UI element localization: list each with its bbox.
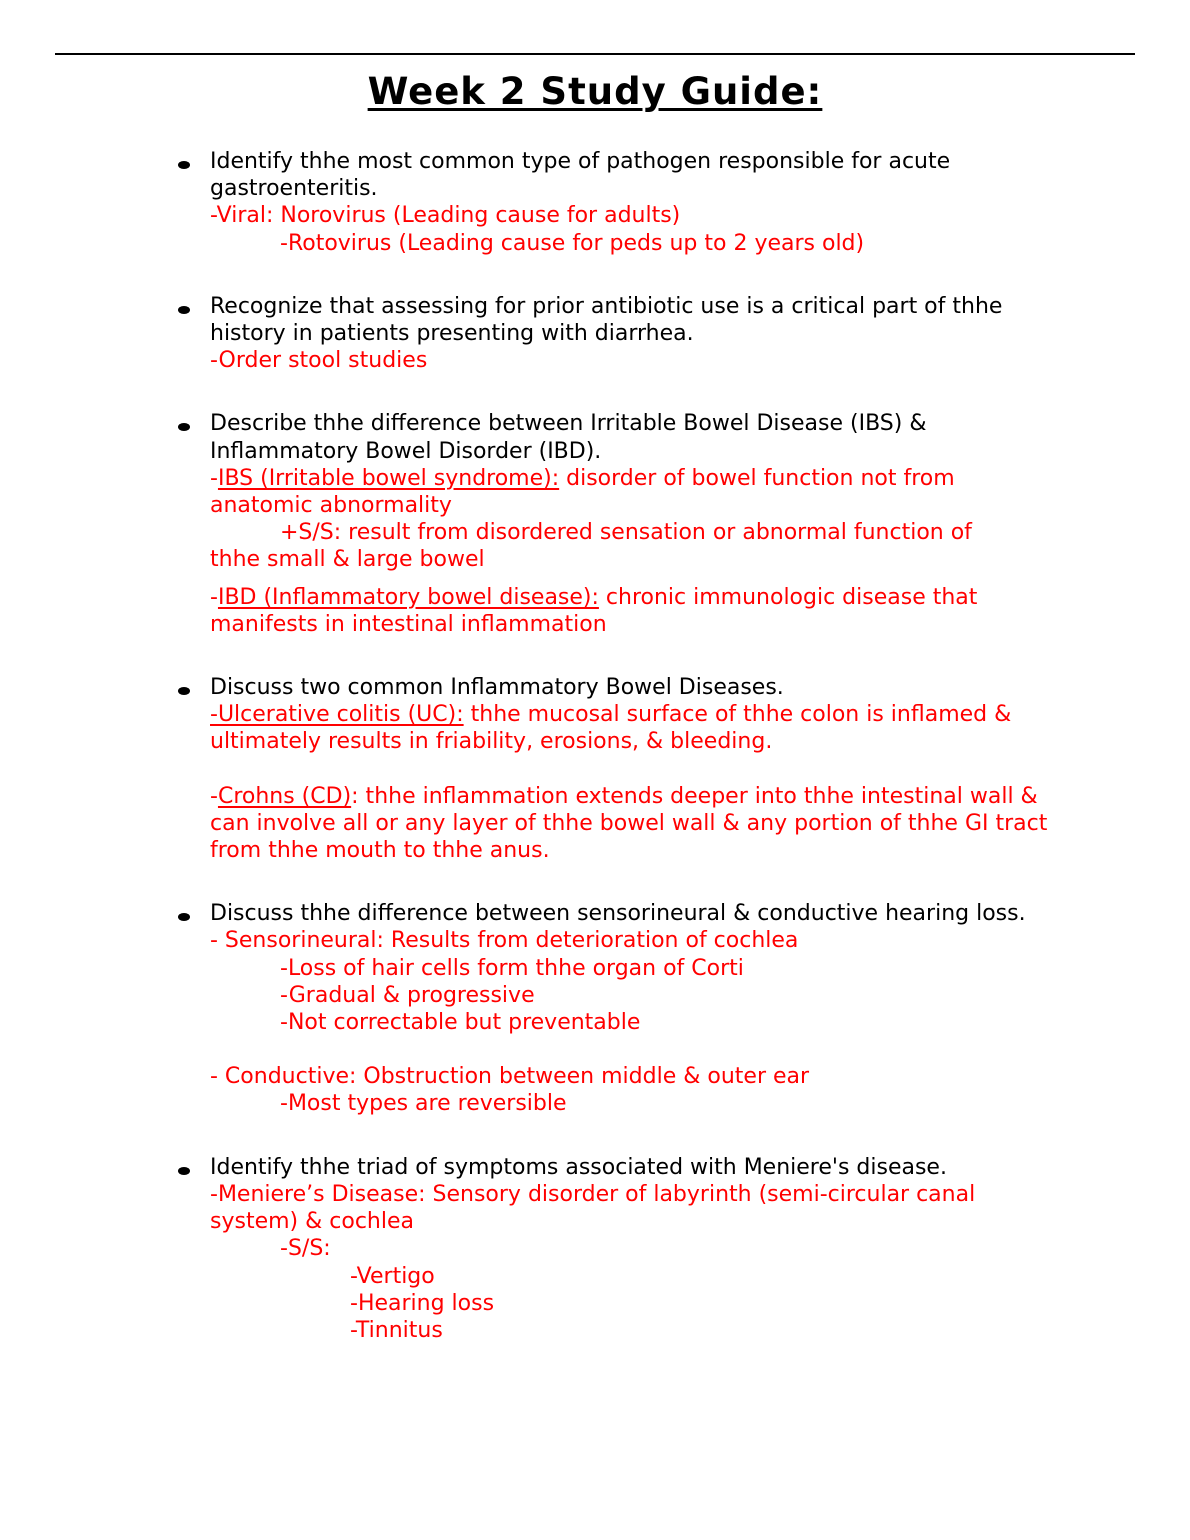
bullet-icon <box>178 423 190 431</box>
section-menieres <box>175 1154 1055 1344</box>
question: Recognize that assessing for prior antibiotic use is a critical part of thhe history in patients presenting with diarrhea. <box>210 293 1003 347</box>
section-antibiotic-history <box>175 293 1055 375</box>
answer-line: -Meniere’s Disease: Sensory disorder of labyrinth (semi-circular canal system) & cochlea <box>210 1181 976 1235</box>
cd-dash: - <box>210 783 218 809</box>
section-hearing-loss <box>175 900 1055 1117</box>
ibs-term: IBS (Irritable bowel syndrome): <box>217 465 560 491</box>
ibs-symptoms: +S/S: result from disordered sensation or abnormal function of <box>280 520 972 546</box>
ibd-term: IBD (Inflammatory bowel disease): <box>217 584 599 610</box>
bullet-icon <box>178 306 190 314</box>
uc-term: -Ulcerative colitis (UC): <box>210 702 464 728</box>
answer-subline: -Gradual & progressive <box>280 982 535 1008</box>
answer-subline: -Not correctable but preventable <box>280 1010 641 1036</box>
answer-line: -Order stool studies <box>210 348 428 374</box>
study-guide-sections <box>175 148 1055 1380</box>
section-gastroenteritis <box>175 148 1055 257</box>
answer-subline: -Rotovirus (Leading cause for peds up to 2 years old) <box>280 230 865 256</box>
question: Discuss thhe difference between sensorineural & conductive hearing loss. <box>210 901 1026 927</box>
cd-term: Crohns (CD) <box>217 783 352 809</box>
answer-line: - Conductive: Obstruction between middle & outer ear <box>210 1064 810 1090</box>
answer-line: -Viral: Norovirus (Leading cause for adults) <box>210 203 681 229</box>
answer-subline: -S/S: <box>280 1236 331 1262</box>
bullet-icon <box>178 161 190 169</box>
bullet-icon <box>178 913 190 921</box>
answer-subline: -Tinnitus <box>350 1317 443 1343</box>
ibs-def: disorder of bowel function not from anatomic abnormality <box>210 465 955 519</box>
ibs-symptoms-cont: thhe small & large bowel <box>210 547 485 573</box>
answer-subline: -Loss of hair cells form thhe organ of Corti <box>280 955 744 981</box>
question: Discuss two common Inflammatory Bowel Diseases. <box>210 675 784 701</box>
answer-line: - Sensorineural: Results from deterioration of cochlea <box>210 928 799 954</box>
ibd-definition <box>210 584 1055 638</box>
section-ibs-vs-ibd <box>175 410 1055 638</box>
ibs-definition <box>210 465 1055 519</box>
question: Describe thhe difference between Irritable Bowel Disease (IBS) & Inflammatory Bowel Disorder (IBD). <box>210 411 927 464</box>
question: Identify thhe triad of symptoms associated with Meniere's disease. <box>210 1154 947 1180</box>
bullet-icon <box>178 1167 190 1175</box>
question: Identify thhe most common type of pathogen responsible for acute gastroenteritis. <box>210 149 951 202</box>
answer-subline: -Vertigo <box>350 1263 435 1289</box>
ibs-dash: - <box>210 465 218 491</box>
uc-def: thhe mucosal surface of thhe colon is inflamed & ultimately results in friability, erosions, & bleeding. <box>210 702 1012 755</box>
ibd-dash: - <box>210 584 218 610</box>
ibd-def: chronic immunologic disease that manifests in intestinal inflammation <box>210 584 978 637</box>
uc-definition <box>210 701 1055 755</box>
cd-definition <box>210 783 1055 865</box>
section-ibd-types <box>175 674 1055 864</box>
cd-def: : thhe inflammation extends deeper into thhe intestinal wall & can involve all or any layer of thhe bowel wall & any portion of thhe GI tract from thhe mouth to thhe anus. <box>210 783 1048 864</box>
top-rule <box>55 53 1135 55</box>
answer-subline: -Hearing loss <box>350 1290 495 1316</box>
page-title: Week 2 Study Guide: <box>367 70 823 113</box>
bullet-icon <box>178 687 190 695</box>
answer-subline: -Most types are reversible <box>280 1091 567 1117</box>
